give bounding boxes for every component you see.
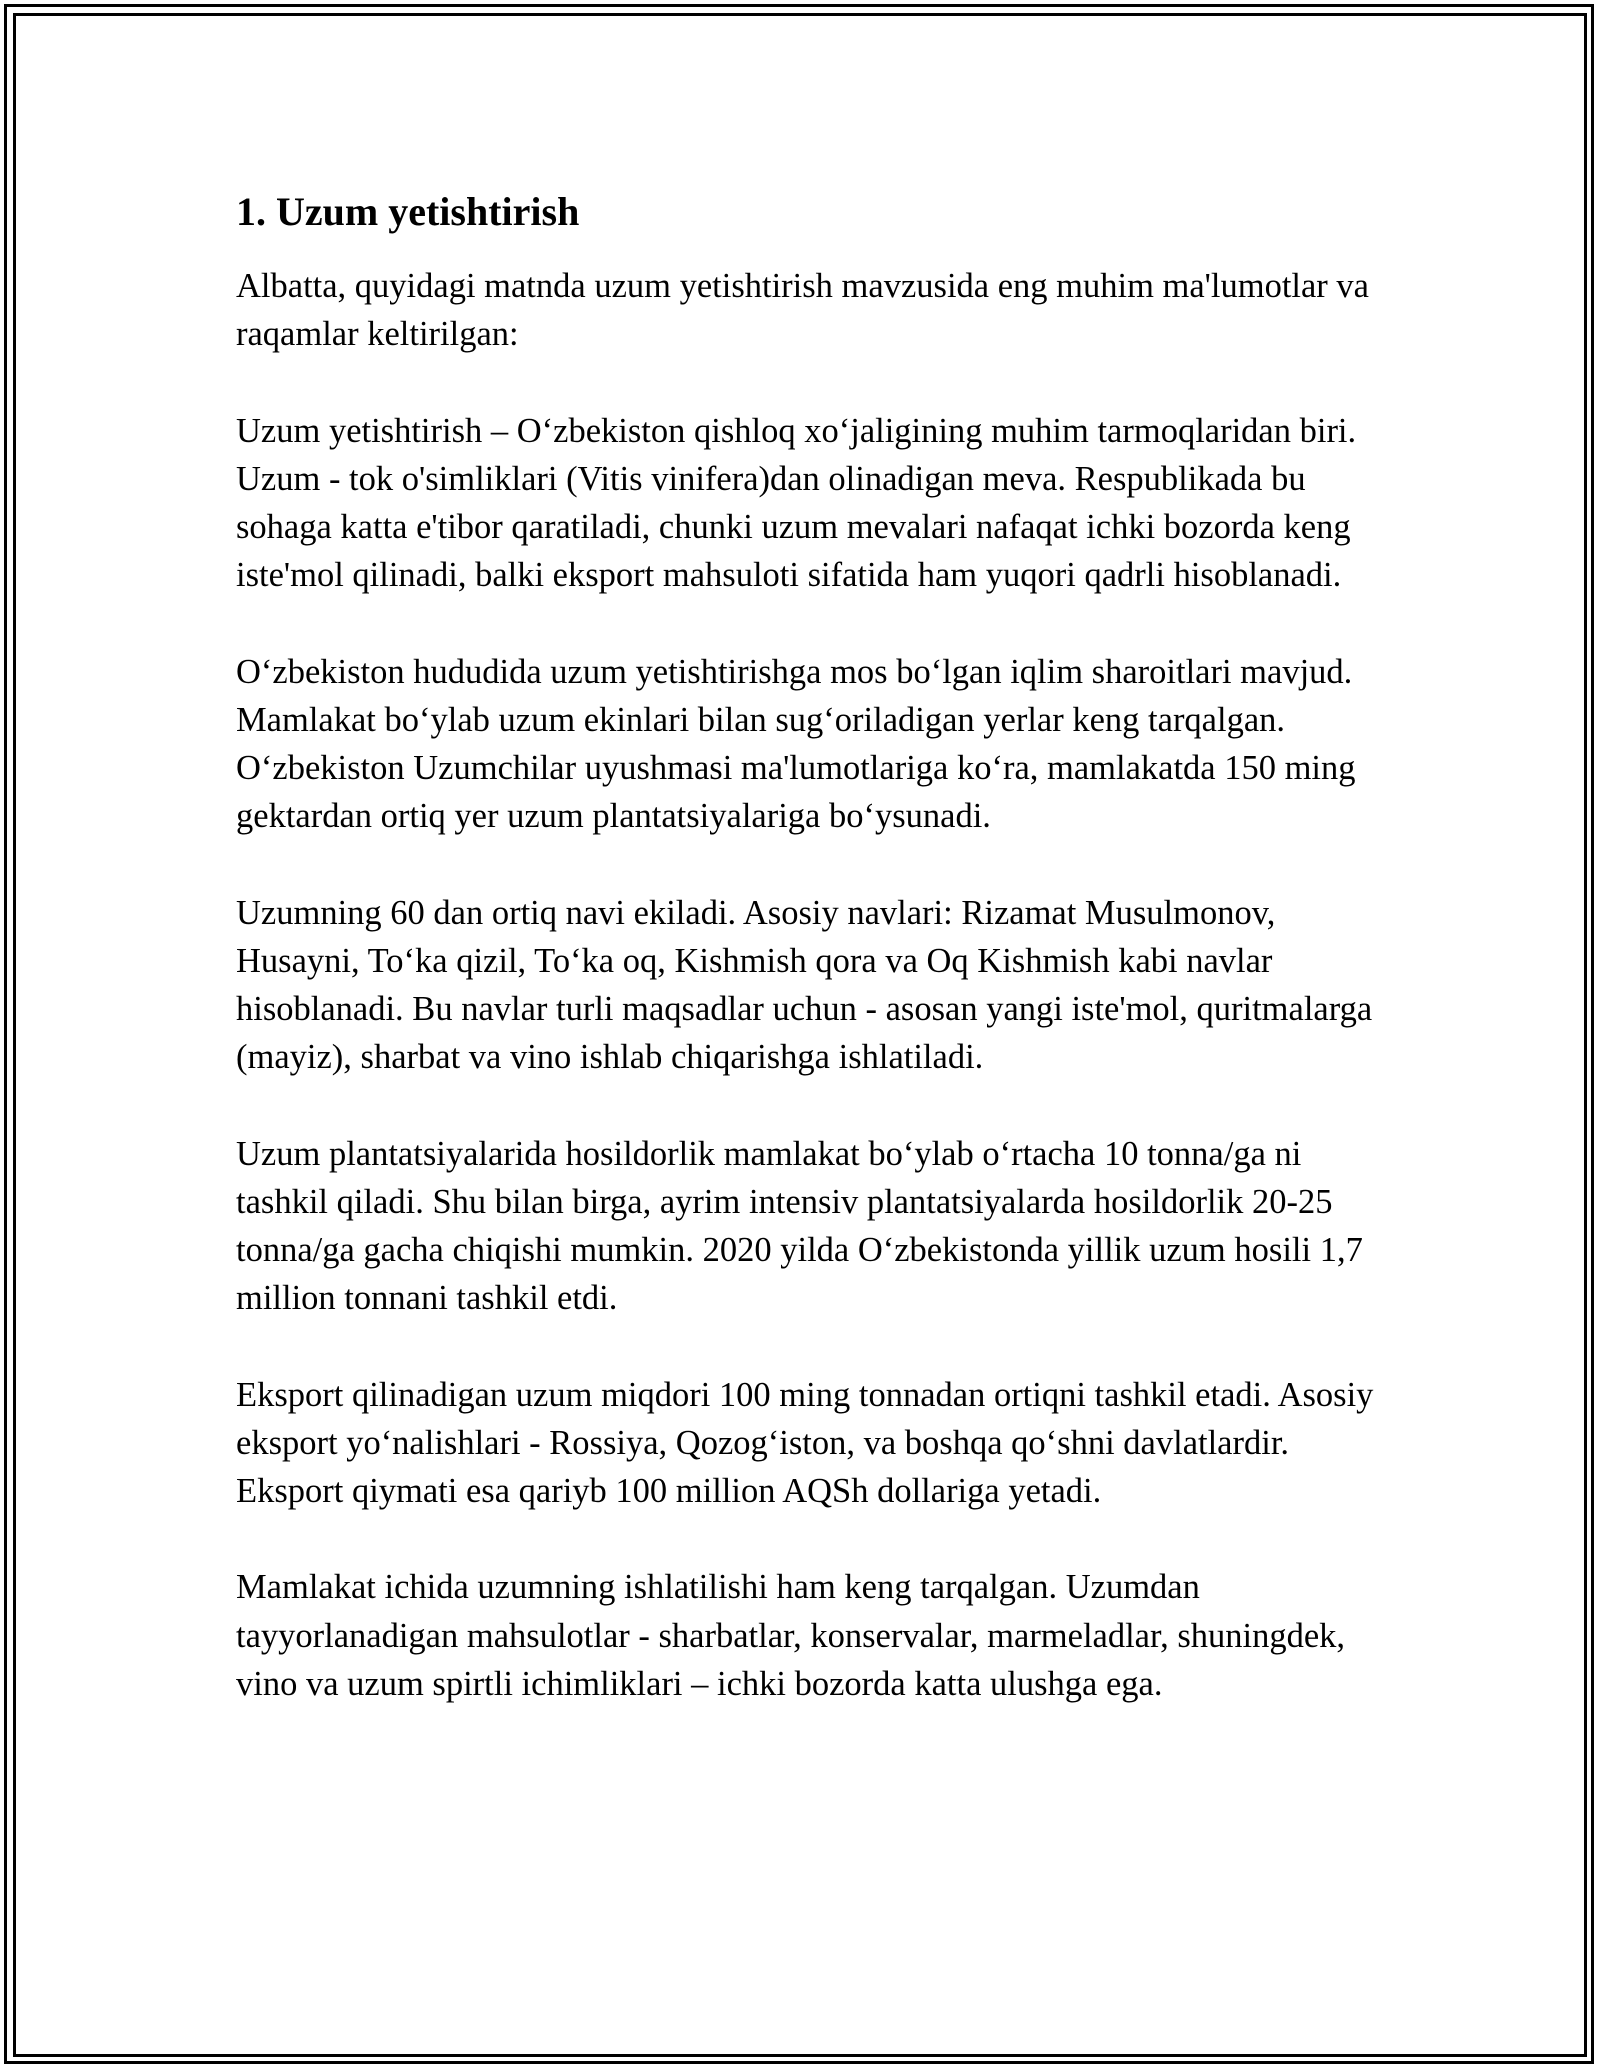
paragraph-climate-area: O‘zbekiston hududida uzum yetishtirishga mos bo‘lgan iqlim sharoitlari mavjud. Mamlakat bo‘ylab uzum ekinlari bilan sug‘oriladigan yerlar keng tarqalgan. O‘zbekiston Uzumchilar uyushmasi ma'lumotlariga ko‘ra, mamlakatda 150 ming gektardan ortiq yer uzum plantatsiyalariga bo‘ysunadi. bbox=[236, 652, 1356, 836]
paragraph-overview: Uzum yetishtirish – O‘zbekiston qishloq xo‘jaligining muhim tarmoqlaridan biri. Uzum - tok o'simliklari (Vitis vinifera)dan olinadigan meva. Respublikada bu sohaga katta e'tibor qaratiladi, chunki uzum mevalari nafaqat ichki bozorda keng iste'mol qilinadi, balki eksport mahsuloti sifatida ham yuqori qadrli hisoblanadi. bbox=[236, 411, 1357, 595]
paragraph-varieties: Uzumning 60 dan ortiq navi ekiladi. Asosiy navlari: Rizamat Musulmonov, Husayni, To‘ka qizil, To‘ka oq, Kishmish qora va Oq Kishmish kabi navlar hisoblanadi. Bu navlar turli maqsadlar uchun - asosan yangi iste'mol, quritmalarga (mayiz), sharbat va vino ishlab chiqarishga ishlatiladi. bbox=[236, 893, 1373, 1077]
paragraph-export: Eksport qilinadigan uzum miqdori 100 ming tonnadan ortiqni tashkil etadi. Asosiy eksport yo‘nalishlari - Rossiya, Qozog‘iston, va boshqa qo‘shni davlatlardir. Eksport qiymati esa qariyb 100 million AQSh dollariga yetadi. bbox=[236, 1375, 1374, 1510]
paragraph-domestic-use: Mamlakat ichida uzumning ishlatilishi ham keng tarqalgan. Uzumdan tayyorlanadigan mahsulotlar - sharbatlar, konservalar, marmeladlar, shuningdek, vino va uzum spirtli ichimliklari – ichki bozorda katta ulushga ega. bbox=[236, 1568, 1346, 1703]
paragraph-yield: Uzum plantatsiyalarida hosildorlik mamlakat bo‘ylab o‘rtacha 10 tonna/ga ni tashkil qiladi. Shu bilan birga, ayrim intensiv plantatsiyalarda hosildorlik 20-25 tonna/ga gacha chiqishi mumkin. 2020 yilda O‘zbekistonda yillik uzum hosili 1,7 million tonnani tashkil etdi. bbox=[236, 1134, 1363, 1318]
section-heading: 1. Uzum yetishtirish bbox=[236, 189, 580, 234]
intro-paragraph: Albatta, quyidagi matnda uzum yetishtirish mavzusida eng muhim ma'lumotlar va raqamlar keltirilgan: bbox=[236, 267, 1369, 354]
document-body bbox=[236, 184, 1376, 1708]
